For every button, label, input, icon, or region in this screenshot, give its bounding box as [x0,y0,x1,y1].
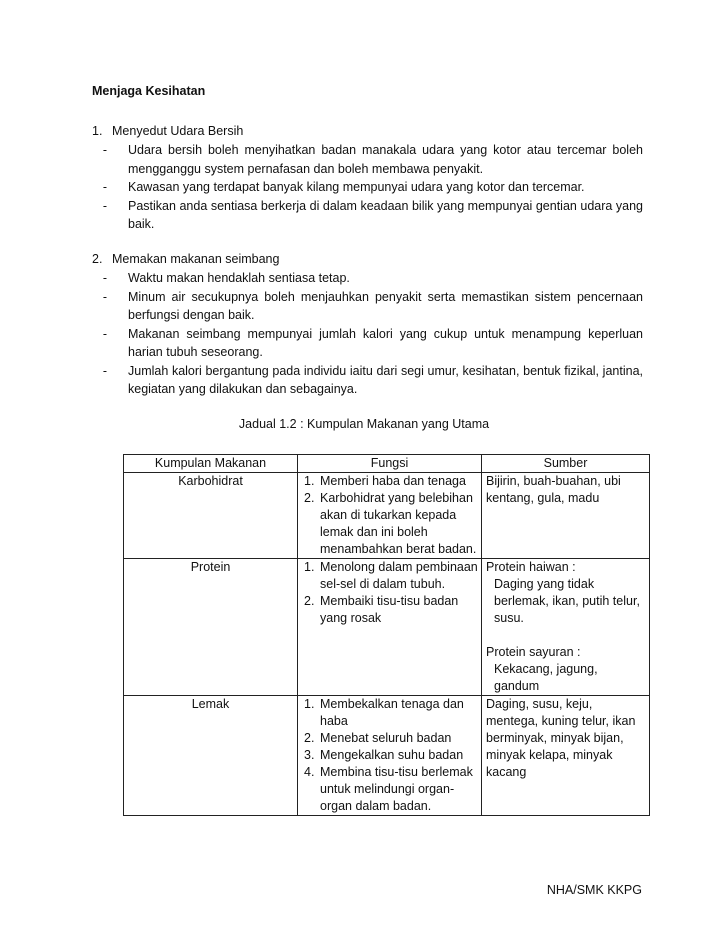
footer-text: NHA/SMK KKPG [546,883,642,897]
function-cell [298,559,482,696]
source-text: Daging yang tidak berlemak, ikan, putih telur, susu. [494,577,640,625]
item-text: Membaiki tisu-tisu badan yang rosak [320,594,459,625]
bullet-dash: - [102,198,108,213]
list-item [100,141,643,178]
bullet-dash: - [102,289,108,304]
column-header: Sumber [482,455,650,473]
source-cell [482,473,650,559]
source-text: Daging, susu, keju, mentega, kuning telur, ikan berminyak, minyak bijan, minyak kelapa, minyak kacang [486,697,636,779]
source-text: Kekacang, jagung, gandum [494,662,598,693]
column-header: Fungsi [298,455,482,473]
item-number: 2. [304,594,315,608]
bullet-text: Pastikan anda sentiasa berkerja di dalam keadaan bilik yang mempunyai gentian udara yang baik. [128,198,643,231]
table-header-row [124,455,650,473]
section-2-title: Memakan makanan seimbang [112,252,280,266]
item-text: Membekalkan tenaga dan haba [320,697,464,728]
item-text: Mengekalkan suhu badan [320,748,464,762]
page-title: Menjaga Kesihatan [92,84,206,98]
section-1-bullets [100,141,643,234]
item-text: Menolong dalam pembinaan sel-sel di dalam tubuh. [320,560,478,591]
table-caption: Jadual 1.2 : Kumpulan Makanan yang Utama [238,417,490,431]
bullet-dash: - [102,326,108,341]
spacer [486,627,646,644]
list-item [302,473,478,490]
column-header: Kumpulan Makanan [124,455,298,473]
table-row [124,559,650,696]
list-item [100,178,643,197]
bullet-dash: - [102,180,108,194]
item-number: 1. [304,474,315,488]
bullet-text: Udara bersih boleh menyihatkan badan manakala udara yang kotor atau tercemar boleh mengganggu system pernafasan dan boleh membawa penyakit. [128,143,643,176]
section-1-number: 1. [92,124,103,138]
food-group-cell: Karbohidrat [124,473,298,559]
section-1-title: Menyedut Udara Bersih [112,124,244,138]
bullet-dash: - [102,143,108,157]
list-item [100,269,643,288]
item-number: 2. [304,491,315,505]
list-item [302,747,478,764]
item-number: 2. [304,731,315,745]
item-number: 1. [304,560,315,574]
section-2-bullets [100,269,643,399]
source-cell [482,696,650,816]
list-item [302,559,478,593]
bullet-text: Makanan seimbang mempunyai jumlah kalori yang cukup untuk menampung keperluan harian tubuh seseorang. [128,326,643,359]
bullet-text: Minum air secukupnya boleh menjauhkan penyakit serta memastikan sistem pencernaan berfungsi dengan baik. [128,289,643,322]
source-label: Protein haiwan : [486,560,576,574]
source-text: Bijirin, buah-buahan, ubi kentang, gula, madu [486,474,621,505]
section-1-heading [92,124,243,138]
list-item [100,362,643,399]
bullet-dash: - [102,271,108,285]
list-item [302,593,478,627]
list-item [100,288,643,325]
bullet-text: Kawasan yang terdapat banyak kilang mempunyai udara yang kotor dan tercemar. [128,180,585,194]
list-item [100,325,643,362]
food-group-cell: Protein [124,559,298,696]
item-text: Karbohidrat yang belebihan akan di tukarkan kepada lemak dan ini boleh menambahkan berat badan. [320,491,477,556]
list-item [302,490,478,558]
food-group-cell: Lemak [124,696,298,816]
source-label: Protein sayuran : [486,645,581,659]
list-item [302,764,478,815]
item-text: Memberi haba dan tenaga [320,474,466,488]
function-cell [298,696,482,816]
section-2-heading [92,252,279,266]
item-text: Menebat seluruh badan [320,731,452,745]
item-number: 3. [304,748,315,762]
bullet-text: Waktu makan hendaklah sentiasa tetap. [128,271,350,285]
section-2-number: 2. [92,252,103,266]
item-number: 4. [304,765,315,779]
bullet-dash: - [102,363,108,378]
list-item [100,197,643,234]
list-item [302,730,478,747]
table-row [124,696,650,816]
table-row [124,473,650,559]
list-item [302,696,478,730]
function-cell [298,473,482,559]
food-groups-table [123,454,650,816]
bullet-text: Jumlah kalori bergantung pada individu iaitu dari segi umur, kesihatan, bentuk fizikal, jantina, kegiatan yang dilakukan dan sebagainya. [128,363,643,396]
item-text: Membina tisu-tisu berlemak untuk melindungi organ-organ dalam badan. [320,765,473,813]
item-number: 1. [304,697,315,711]
source-cell [482,559,650,696]
